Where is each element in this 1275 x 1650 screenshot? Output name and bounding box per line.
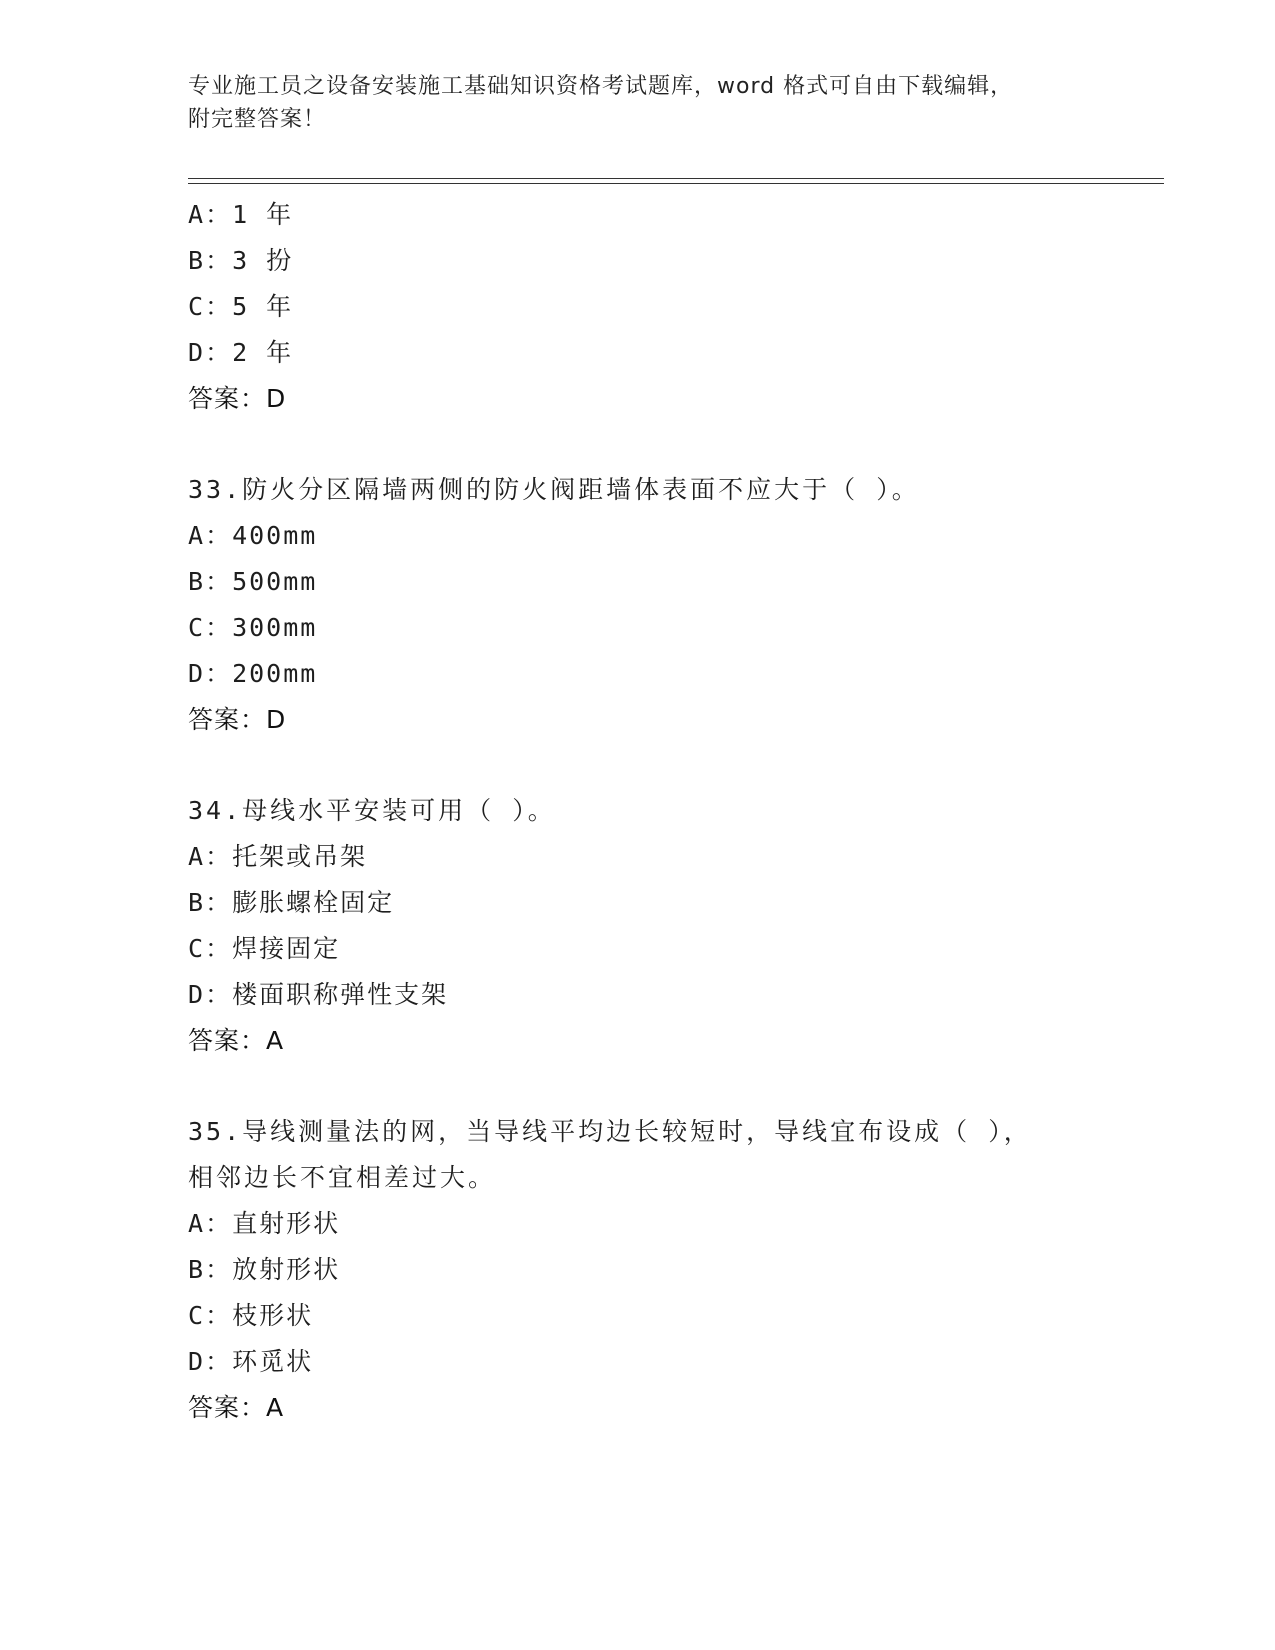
option-d: D：环觅状 <box>188 1347 314 1376</box>
question-text: 33.防火分区隔墙两侧的防火阀距墙体表面不应大于（ ）。 <box>188 475 920 504</box>
spacer <box>188 743 1128 788</box>
option-a: A：1 年 <box>188 200 294 229</box>
question-list <box>188 192 1128 1431</box>
option-a: A：400mm <box>188 521 318 550</box>
header-divider-bottom <box>188 183 1164 184</box>
option-a: A：托架或吊架 <box>188 842 368 871</box>
option-c: C：焊接固定 <box>188 934 341 963</box>
answer-label: 答案：D <box>188 705 287 734</box>
document-header <box>188 70 1068 136</box>
question-block <box>188 1109 1128 1431</box>
option-c: C：5 年 <box>188 292 294 321</box>
option-c: C：枝形状 <box>188 1301 314 1330</box>
question-block <box>188 788 1128 1064</box>
option-c: C：300mm <box>188 613 318 642</box>
option-b: B：放射形状 <box>188 1255 341 1284</box>
option-b: B：3 扮 <box>188 246 294 275</box>
spacer <box>188 1064 1128 1109</box>
question-text: 34.母线水平安装可用（ ）。 <box>188 796 556 825</box>
option-d: D：楼面职称弹性支架 <box>188 980 449 1009</box>
spacer <box>188 422 1128 467</box>
option-b: B：500mm <box>188 567 318 596</box>
header-line-2: 附完整答案！ <box>188 107 327 132</box>
option-b: B：膨胀螺栓固定 <box>188 888 395 917</box>
header-divider-top <box>188 178 1164 179</box>
header-line-1: 专业施工员之设备安装施工基础知识资格考试题库，word 格式可自由下载编辑， <box>188 74 1014 99</box>
question-text-line-1: 35.导线测量法的网，当导线平均边长较短时，导线宜布设成（ ）， <box>188 1117 1032 1146</box>
answer-label: 答案：A <box>188 1393 285 1422</box>
option-d: D：2 年 <box>188 338 294 367</box>
question-block <box>188 192 1128 422</box>
answer-label: 答案：D <box>188 384 287 413</box>
answer-label: 答案：A <box>188 1026 285 1055</box>
option-a: A：直射形状 <box>188 1209 341 1238</box>
question-block <box>188 467 1128 743</box>
option-d: D：200mm <box>188 659 318 688</box>
question-text-line-2: 相邻边长不宜相差过大。 <box>188 1163 497 1192</box>
